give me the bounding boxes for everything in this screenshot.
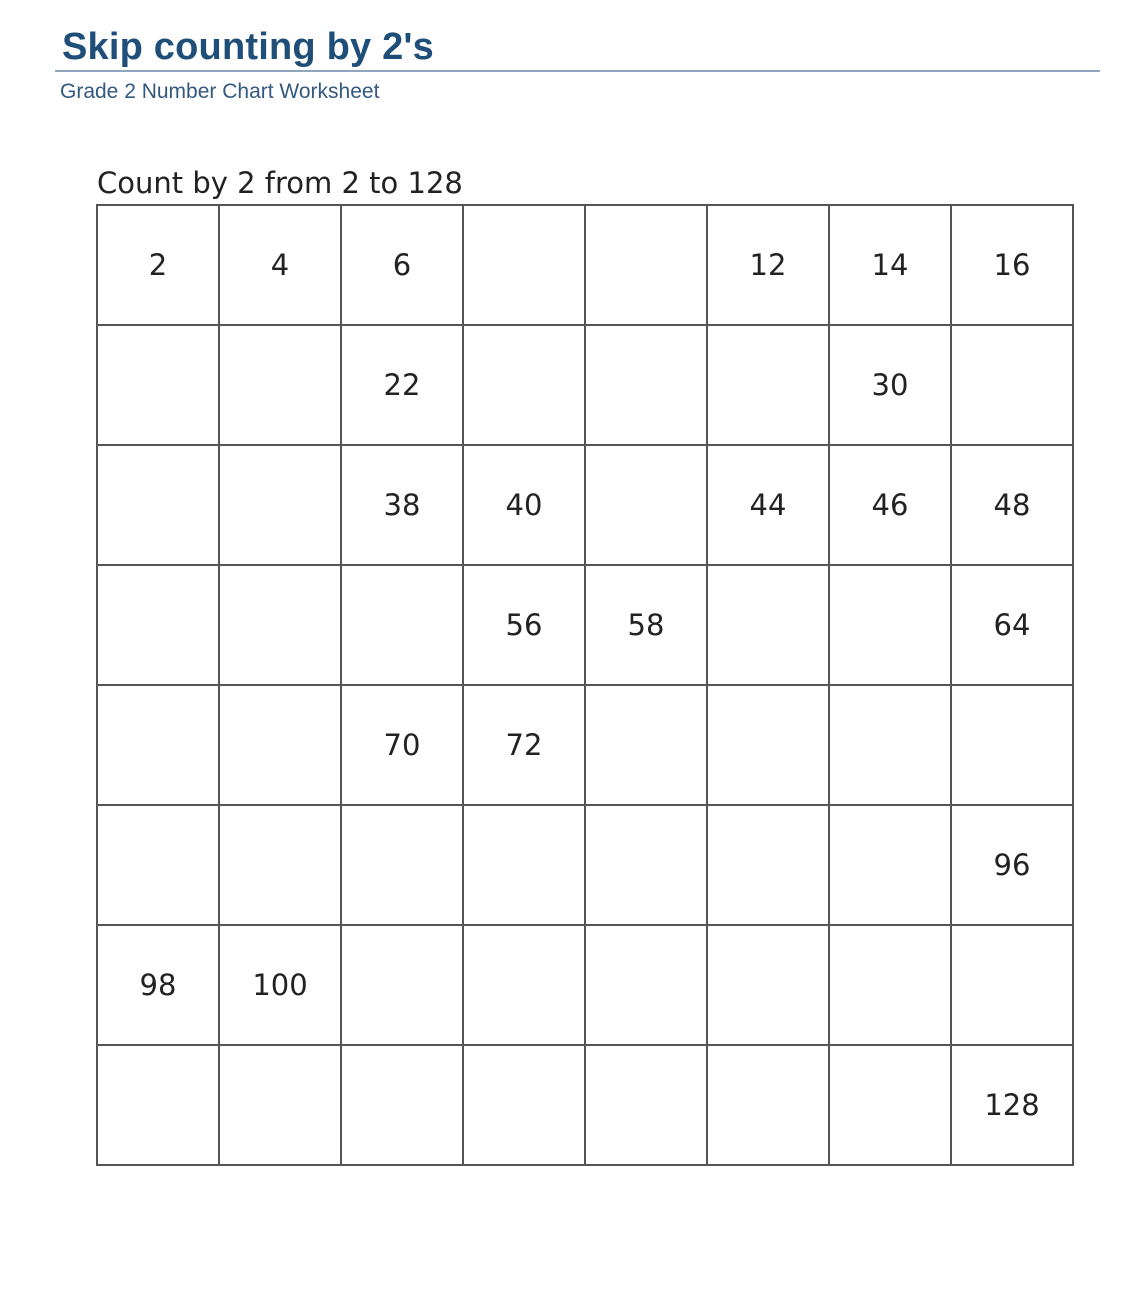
blank-cell[interactable] bbox=[951, 925, 1073, 1045]
title-divider bbox=[55, 70, 1100, 72]
chart-row bbox=[97, 325, 1073, 445]
number-cell: 128 bbox=[951, 1045, 1073, 1165]
page-title: Skip counting by 2's bbox=[62, 26, 434, 68]
chart-row bbox=[97, 205, 1073, 325]
blank-cell[interactable] bbox=[951, 325, 1073, 445]
chart-row bbox=[97, 565, 1073, 685]
blank-cell[interactable] bbox=[463, 205, 585, 325]
blank-cell[interactable] bbox=[585, 205, 707, 325]
number-cell: 16 bbox=[951, 205, 1073, 325]
number-cell: 4 bbox=[219, 205, 341, 325]
blank-cell[interactable] bbox=[219, 325, 341, 445]
blank-cell[interactable] bbox=[463, 925, 585, 1045]
blank-cell[interactable] bbox=[585, 685, 707, 805]
number-cell: 30 bbox=[829, 325, 951, 445]
chart-row bbox=[97, 685, 1073, 805]
blank-cell[interactable] bbox=[707, 1045, 829, 1165]
number-cell: 44 bbox=[707, 445, 829, 565]
number-cell: 2 bbox=[97, 205, 219, 325]
blank-cell[interactable] bbox=[463, 325, 585, 445]
number-cell: 6 bbox=[341, 205, 463, 325]
blank-cell[interactable] bbox=[585, 445, 707, 565]
worksheet-instructions: Count by 2 from 2 to 128 bbox=[97, 166, 463, 200]
blank-cell[interactable] bbox=[219, 805, 341, 925]
number-cell: 96 bbox=[951, 805, 1073, 925]
blank-cell[interactable] bbox=[463, 805, 585, 925]
blank-cell[interactable] bbox=[829, 925, 951, 1045]
blank-cell[interactable] bbox=[463, 1045, 585, 1165]
number-cell: 72 bbox=[463, 685, 585, 805]
blank-cell[interactable] bbox=[341, 1045, 463, 1165]
number-cell: 38 bbox=[341, 445, 463, 565]
number-cell: 12 bbox=[707, 205, 829, 325]
blank-cell[interactable] bbox=[585, 1045, 707, 1165]
number-cell: 48 bbox=[951, 445, 1073, 565]
blank-cell[interactable] bbox=[97, 445, 219, 565]
number-cell: 64 bbox=[951, 565, 1073, 685]
number-cell: 46 bbox=[829, 445, 951, 565]
chart-row bbox=[97, 445, 1073, 565]
number-chart bbox=[96, 204, 1074, 1166]
number-cell: 40 bbox=[463, 445, 585, 565]
blank-cell[interactable] bbox=[707, 565, 829, 685]
chart-row bbox=[97, 925, 1073, 1045]
blank-cell[interactable] bbox=[707, 685, 829, 805]
blank-cell[interactable] bbox=[97, 805, 219, 925]
number-cell: 58 bbox=[585, 565, 707, 685]
page-subtitle: Grade 2 Number Chart Worksheet bbox=[60, 80, 380, 103]
blank-cell[interactable] bbox=[585, 325, 707, 445]
number-cell: 22 bbox=[341, 325, 463, 445]
blank-cell[interactable] bbox=[829, 1045, 951, 1165]
blank-cell[interactable] bbox=[585, 925, 707, 1045]
blank-cell[interactable] bbox=[219, 565, 341, 685]
blank-cell[interactable] bbox=[97, 565, 219, 685]
blank-cell[interactable] bbox=[341, 925, 463, 1045]
blank-cell[interactable] bbox=[97, 325, 219, 445]
blank-cell[interactable] bbox=[829, 565, 951, 685]
blank-cell[interactable] bbox=[341, 805, 463, 925]
number-cell: 14 bbox=[829, 205, 951, 325]
blank-cell[interactable] bbox=[97, 1045, 219, 1165]
number-cell: 100 bbox=[219, 925, 341, 1045]
blank-cell[interactable] bbox=[97, 685, 219, 805]
number-cell: 56 bbox=[463, 565, 585, 685]
number-cell: 98 bbox=[97, 925, 219, 1045]
blank-cell[interactable] bbox=[829, 685, 951, 805]
blank-cell[interactable] bbox=[829, 805, 951, 925]
blank-cell[interactable] bbox=[219, 445, 341, 565]
chart-row bbox=[97, 1045, 1073, 1165]
blank-cell[interactable] bbox=[219, 685, 341, 805]
chart-row bbox=[97, 805, 1073, 925]
blank-cell[interactable] bbox=[707, 325, 829, 445]
blank-cell[interactable] bbox=[585, 805, 707, 925]
blank-cell[interactable] bbox=[219, 1045, 341, 1165]
blank-cell[interactable] bbox=[341, 565, 463, 685]
blank-cell[interactable] bbox=[707, 805, 829, 925]
blank-cell[interactable] bbox=[707, 925, 829, 1045]
number-chart-body bbox=[97, 205, 1073, 1165]
blank-cell[interactable] bbox=[951, 685, 1073, 805]
number-cell: 70 bbox=[341, 685, 463, 805]
